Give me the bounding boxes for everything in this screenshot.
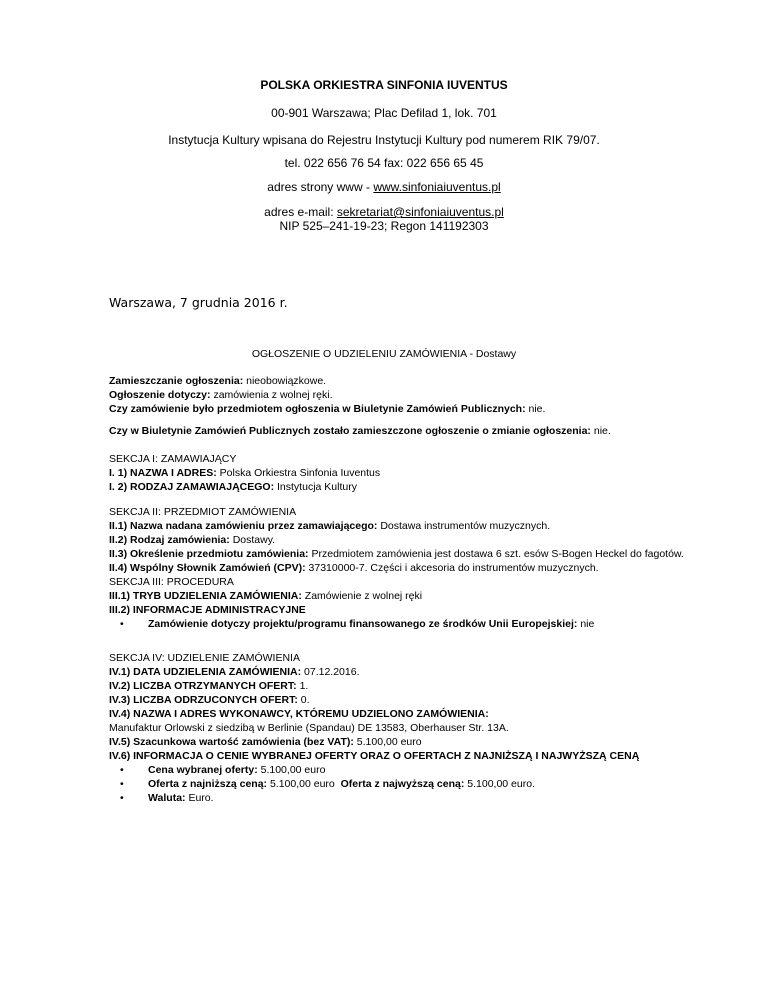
website-prefix: adres strony www - — [267, 180, 374, 194]
intro-line — [109, 388, 689, 402]
bullet-item — [109, 763, 689, 777]
section-line: III.2) INFORMACJE ADMINISTRACYJNE — [109, 604, 306, 616]
bullet-dot: • — [120, 778, 124, 790]
field-label: II.2) Rodzaj zamówienia: — [109, 534, 230, 546]
org-phone: tel. 022 656 76 54 fax: 022 656 65 45 — [284, 156, 484, 170]
field-label: Oferta z najwyższą ceną: — [334, 778, 465, 790]
field-label: Zamieszczanie ogłoszenia: — [109, 375, 244, 387]
contractor-address: Manufaktur Orlowski z siedzibą w Berlinie (Spandau) DE 13583, Oberhauser Str. 13A. — [109, 722, 509, 734]
section-title: SEKCJA II: PRZEDMIOT ZAMÓWIENIA — [109, 506, 297, 518]
field-label: Czy w Biuletynie Zamówień Publicznych zostało zamieszczone ogłoszenie o zmianie ogłoszenia: — [109, 425, 591, 437]
org-registry: Instytucja Kultury wpisana do Rejestru Instytucji Kultury pod numerem RIK 79/07. — [168, 133, 600, 147]
field-value: Dostawy. — [229, 534, 276, 546]
section-2 — [109, 505, 689, 631]
field-label: IV.3) LICZBA ODRZUCONYCH OFERT: — [109, 694, 298, 706]
section-line — [109, 693, 689, 707]
bullet-item — [109, 617, 689, 631]
section-line — [109, 533, 689, 547]
website-link[interactable]: www.sinfoniaiuventus.pl — [373, 180, 501, 194]
field-label: Zamówienie dotyczy projektu/programu finansowanego ze środków Unii Europejskiej: — [148, 618, 578, 630]
field-label: III.1) TRYB UDZIELENIA ZAMÓWIENIA: — [109, 590, 302, 602]
intro-line — [109, 374, 689, 388]
section-title: SEKCJA IV: UDZIELENIE ZAMÓWIENIA — [109, 652, 300, 664]
field-label: II.4) Wspólny Słownik Zamówień (CPV): — [109, 562, 306, 574]
org-email — [0, 205, 768, 219]
bullet-dot: • — [120, 792, 124, 804]
field-value: Dostawa instrumentów muzycznych. — [377, 520, 551, 532]
email-link[interactable]: sekretariat@sinfoniaiuventus.pl — [336, 205, 504, 219]
section-line — [109, 480, 689, 494]
org-name — [0, 78, 768, 92]
intro-line — [109, 402, 689, 416]
section-title: SEKCJA III: PROCEDURA — [109, 576, 234, 588]
org-name-text: POLSKA ORKIESTRA SINFONIA IUVENTUS — [260, 78, 508, 92]
field-label: I. 2) RODZAJ ZAMAWIAJĄCEGO: — [109, 481, 275, 493]
section-4 — [109, 651, 689, 805]
field-value: 5.100,00 euro — [267, 778, 335, 790]
section-line — [109, 589, 689, 603]
field-value: 1. — [296, 680, 309, 692]
section-line — [109, 547, 689, 561]
field-value: nie. — [525, 403, 546, 415]
field-value: Instytucja Kultury — [274, 481, 357, 493]
field-label: Cena wybranej oferty: — [148, 764, 258, 776]
section-line: IV.4) NAZWA I ADRES WYKONAWCY, KTÓREMU UDZIELONO ZAMÓWIENIA: — [109, 708, 489, 720]
field-value: Polska Orkiestra Sinfonia Iuventus — [216, 467, 381, 479]
field-value: 5.100,00 euro. — [464, 778, 535, 790]
section-line — [109, 679, 689, 693]
bullet-item — [109, 791, 689, 805]
field-value: 5.100,00 euro — [257, 764, 326, 776]
field-label: I. 1) NAZWA I ADRES: — [109, 467, 217, 479]
section-line — [109, 665, 689, 679]
section-line: IV.6) INFORMACJA O CENIE WYBRANEJ OFERTY ORAZ O OFERTACH Z NAJNIŻSZĄ I NAJWYŻSZĄ CENĄ — [109, 750, 640, 762]
field-value: Przedmiotem zamówienia jest dostawa 6 szt. esów S-Bogen Heckel do fagotów. — [308, 548, 684, 560]
field-label: IV.5) Szacunkowa wartość zamówienia (bez VAT): — [109, 736, 354, 748]
field-value: 5.100,00 euro — [353, 736, 422, 748]
field-label: IV.2) LICZBA OTRZYMANYCH OFERT: — [109, 680, 297, 692]
section-line — [109, 561, 689, 575]
field-label: Czy zamówienie było przedmiotem ogłoszenia w Biuletynie Zamówień Publicznych: — [109, 403, 526, 415]
bullet-dot: • — [120, 764, 124, 776]
section-title: SEKCJA I: ZAMAWIAJĄCY — [109, 453, 237, 465]
field-label: II.3) Określenie przedmiotu zamówienia: — [109, 548, 309, 560]
section-line — [109, 466, 689, 480]
intro-block — [109, 374, 689, 416]
bullet-item — [109, 777, 689, 791]
field-label: Oferta z najniższą ceną: — [148, 778, 268, 790]
field-value: Zamówienie z wolnej ręki — [301, 590, 423, 602]
intro-block-2 — [109, 424, 689, 438]
org-address: 00-901 Warszawa; Plac Defilad 1, lok. 701 — [271, 106, 497, 120]
field-value: 0. — [297, 694, 310, 706]
section-line — [109, 735, 689, 749]
field-value: 37310000-7. Części i akcesoria do instrumentów muzycznych. — [305, 562, 599, 574]
section-1 — [109, 452, 689, 494]
document-date: Warszawa, 7 grudnia 2016 r. — [109, 295, 288, 310]
field-label: IV.1) DATA UDZIELENIA ZAMÓWIENIA: — [109, 666, 302, 678]
field-label: II.1) Nazwa nadana zamówieniu przez zamawiającego: — [109, 520, 378, 532]
org-nip: NIP 525–241-19-23; Regon 141192303 — [279, 219, 489, 233]
field-label: Waluta: — [148, 792, 186, 804]
field-value: 07.12.2016. — [301, 666, 360, 678]
field-value: nieobowiązkowe. — [243, 375, 327, 387]
field-value: Euro. — [185, 792, 214, 804]
field-value: nie. — [590, 425, 611, 437]
field-label: Ogłoszenie dotyczy: — [109, 389, 211, 401]
email-prefix: adres e-mail: — [264, 205, 337, 219]
section-line — [109, 519, 689, 533]
notice-title: OGŁOSZENIE O UDZIELENIU ZAMÓWIENIA - Dostawy — [251, 348, 517, 360]
field-value: nie — [577, 618, 595, 630]
intro-line — [109, 424, 689, 438]
bullet-dot: • — [120, 618, 124, 630]
org-website — [0, 180, 768, 194]
field-value: zamówienia z wolnej ręki. — [210, 389, 333, 401]
